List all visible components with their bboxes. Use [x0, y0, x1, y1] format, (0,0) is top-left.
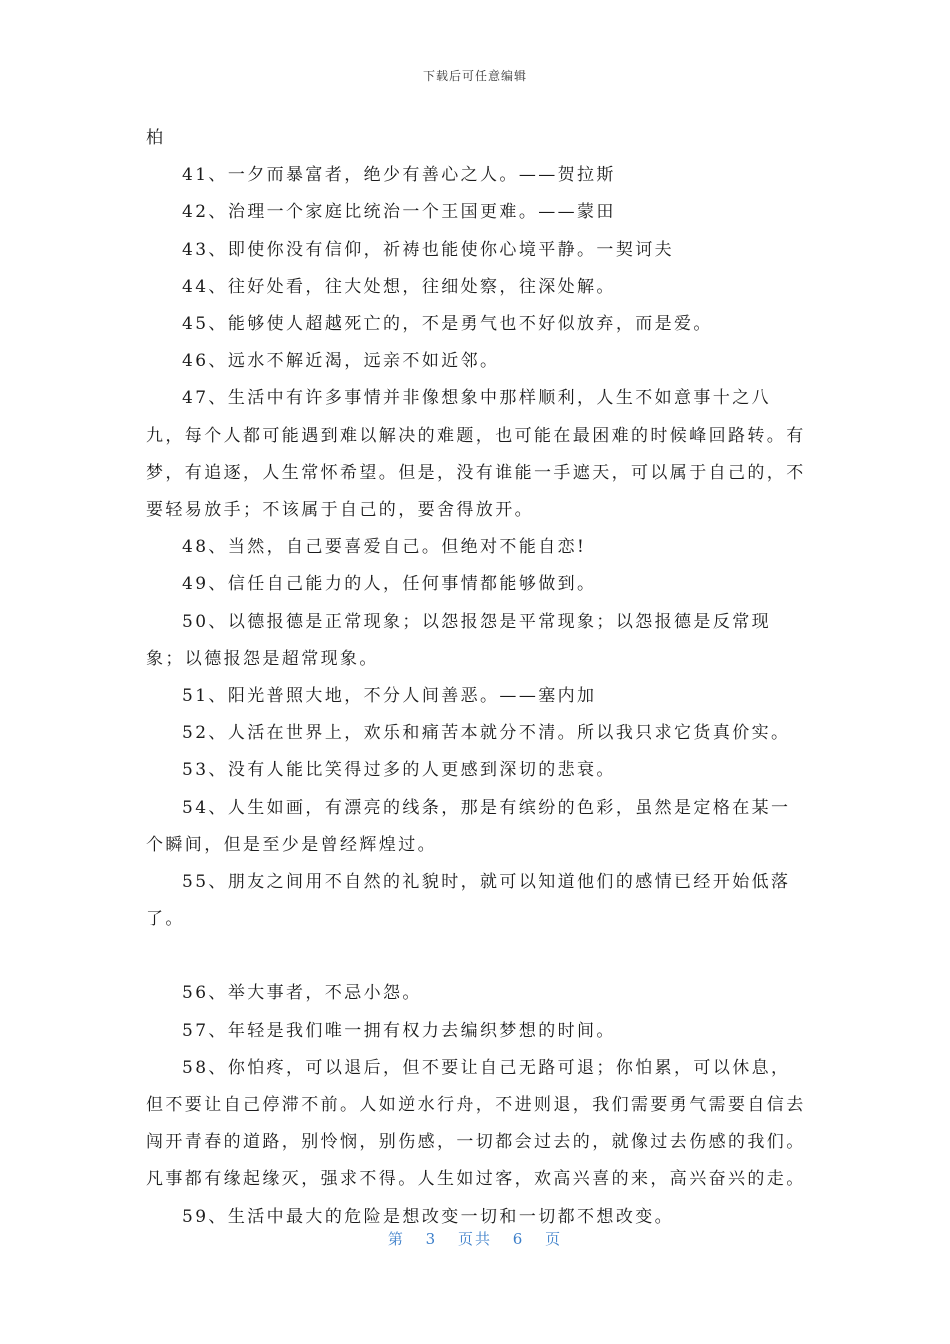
current-page-number: 3 — [425, 1230, 438, 1248]
blank-line — [146, 938, 806, 975]
paragraph-54: 54、人生如画，有漂亮的线条，那是有缤纷的色彩，虽然是定格在某一个瞬间，但是至少是曾经辉煌过。 — [146, 797, 791, 855]
page-label-prefix: 第 — [387, 1230, 405, 1248]
paragraph-58: 58、你怕疼，可以退后，但不要让自己无路可退；你怕累，可以休息，但不要让自己停滞不前。人如逆水行舟，不进则退，我们需要勇气需要自信去闯开青春的道路，别怜悯，别伤感，一切都会过去的，就像过去伤感的我们。凡事都有缘起缘灭，强求不得。人生如过客，欢高兴喜的来，高兴奋兴的走。 — [146, 1057, 806, 1190]
paragraph-56: 56、举大事者，不忌小怨。 — [182, 983, 422, 1004]
paragraph-45: 45、能够使人超越死亡的，不是勇气也不好似放弃，而是爱。 — [182, 314, 713, 335]
document-body — [146, 120, 806, 1236]
paragraph-48: 48、当然，自己要喜爱自己。但绝对不能自恋! — [182, 537, 587, 558]
total-pages-number: 6 — [512, 1230, 525, 1248]
page-footer — [0, 1228, 950, 1249]
paragraph-42: 42、治理一个家庭比统治一个王国更难。——蒙田 — [182, 202, 616, 223]
paragraph-44: 44、往好处看，往大处想，往细处察，往深处解。 — [182, 276, 616, 297]
paragraph-57: 57、年轻是我们唯一拥有权力去编织梦想的时间。 — [182, 1020, 616, 1041]
paragraph-59: 59、生活中最大的危险是想改变一切和一切都不想改变。 — [182, 1206, 675, 1227]
page-header: 下载后可任意编辑 — [422, 69, 527, 83]
paragraph-51: 51、阳光普照大地，不分人间善恶。——塞内加 — [182, 686, 597, 707]
paragraph-52: 52、人活在世界上，欢乐和痛苦本就分不清。所以我只求它货真价实。 — [182, 723, 791, 744]
page-label-suffix: 页 — [545, 1230, 563, 1248]
paragraph-41: 41、一夕而暴富者，绝少有善心之人。——贺拉斯 — [182, 165, 616, 186]
paragraph-47: 47、生活中有许多事情并非像想象中那样顺利，人生不如意事十之八九，每个人都可能遇到难以解决的难题，也可能在最困难的时候峰回路转。有梦，有追逐，人生常怀希望。但是，没有谁能一手遮天，可以属于自己的，不要轻易放手；不该属于自己的，要舍得放开。 — [146, 388, 806, 521]
paragraph-53: 53、没有人能比笑得过多的人更感到深切的悲衰。 — [182, 760, 616, 781]
paragraph-50: 50、以德报德是正常现象；以怨报怨是平常现象；以怨报德是反常现象；以德报怨是超常现象。 — [146, 611, 772, 669]
paragraph-43: 43、即使你没有信仰，祈祷也能使你心境平静。一契诃夫 — [182, 239, 675, 260]
paragraph-49: 49、信任自己能力的人，任何事情都能够做到。 — [182, 574, 597, 595]
paragraph-46: 46、远水不解近渴，远亲不如近邻。 — [182, 351, 500, 372]
paragraph-continuation: 柏 — [146, 128, 166, 148]
paragraph-55: 55、朋友之间用不自然的礼貌时，就可以知道他们的感情已经开始低落了。 — [146, 872, 791, 930]
page-label-middle: 页共 — [457, 1230, 492, 1248]
